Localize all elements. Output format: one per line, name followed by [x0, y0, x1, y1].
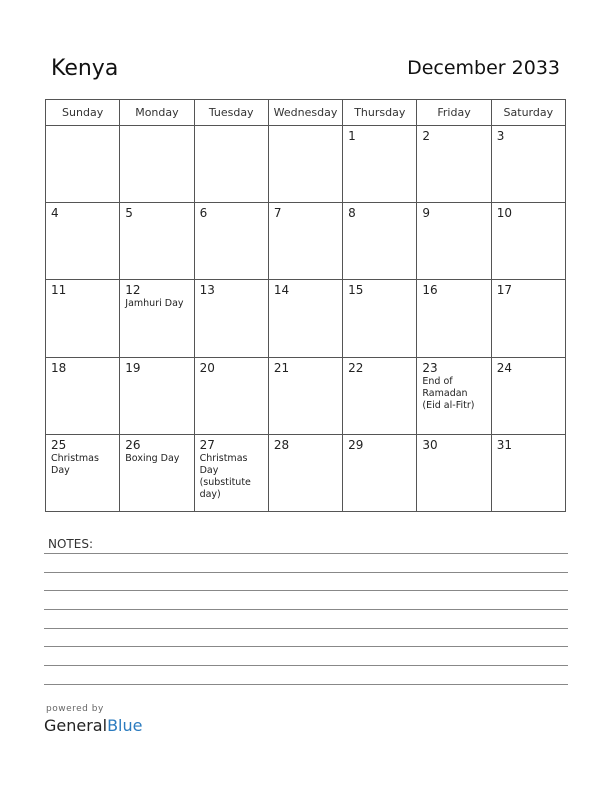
- calendar-grid: [45, 99, 566, 512]
- day-number: 14: [273, 283, 290, 298]
- day-number: 13: [199, 283, 215, 298]
- weekday-tuesday: Tuesday: [194, 100, 268, 126]
- holiday-label: Boxing Day: [125, 452, 180, 464]
- day-cell: [491, 357, 565, 434]
- day-cell: [417, 203, 491, 280]
- day-cell: [491, 434, 565, 511]
- day-number: 23: [422, 360, 438, 375]
- day-number: 21: [273, 360, 290, 375]
- day-cell: [46, 357, 120, 434]
- month-year-title: December 2033: [407, 57, 560, 79]
- day-cell: [491, 126, 565, 203]
- day-number: 30: [422, 437, 438, 452]
- day-cell: [268, 434, 342, 511]
- weekday-saturday: Saturday: [491, 100, 565, 126]
- notes-line: [44, 665, 568, 666]
- notes-label: NOTES:: [48, 537, 93, 551]
- generalblue-logo: [44, 716, 142, 735]
- day-number: 12: [125, 283, 141, 298]
- notes-line: [44, 684, 568, 685]
- week-row: [46, 203, 566, 280]
- day-cell: [120, 126, 194, 203]
- notes-line: [44, 609, 568, 610]
- day-cell: [120, 203, 194, 280]
- day-cell: [120, 357, 194, 434]
- day-cell: [491, 280, 565, 357]
- weekday-monday: Monday: [120, 100, 194, 126]
- day-cell: [194, 280, 268, 357]
- day-cell: [194, 126, 268, 203]
- day-cell: [46, 203, 120, 280]
- day-number: 6: [199, 206, 208, 221]
- day-cell: [343, 280, 417, 357]
- day-number: 28: [273, 437, 290, 452]
- weekday-header-row: [46, 100, 566, 126]
- day-cell: [268, 126, 342, 203]
- day-cell: [268, 280, 342, 357]
- day-number: 9: [422, 206, 431, 221]
- holiday-label: Jamhuri Day: [125, 298, 184, 310]
- day-cell: [268, 357, 342, 434]
- day-number: 26: [125, 437, 141, 452]
- day-cell: [194, 203, 268, 280]
- day-number: 4: [51, 206, 59, 221]
- day-cell: [491, 203, 565, 280]
- day-number: 3: [496, 129, 505, 143]
- week-row: [46, 126, 566, 203]
- day-number: 15: [348, 283, 364, 298]
- day-number: 19: [125, 360, 141, 375]
- day-cell: [417, 126, 491, 203]
- day-cell: [343, 203, 417, 280]
- day-number: 29: [348, 437, 364, 452]
- day-number: 31: [496, 437, 512, 452]
- day-cell: [268, 203, 342, 280]
- day-number: 8: [348, 206, 356, 221]
- day-number: 24: [496, 360, 512, 375]
- day-number: 1: [348, 129, 356, 143]
- day-number: 2: [422, 129, 431, 143]
- day-number: 17: [496, 283, 512, 298]
- country-title: Kenya: [51, 56, 119, 81]
- day-cell: [417, 357, 491, 434]
- day-cell: [194, 434, 268, 511]
- week-row: [46, 280, 566, 357]
- day-cell: [46, 280, 120, 357]
- weekday-sunday: Sunday: [46, 100, 120, 126]
- weekday-friday: Friday: [417, 100, 491, 126]
- notes-line: [44, 646, 568, 647]
- day-number: 25: [51, 437, 67, 452]
- logo-part-blue: Blue: [107, 716, 143, 735]
- notes-line: [44, 572, 568, 573]
- day-cell: [417, 434, 491, 511]
- day-number: 11: [51, 283, 67, 298]
- day-cell: [343, 434, 417, 511]
- day-number: 27: [199, 437, 215, 452]
- day-number: 20: [199, 360, 215, 375]
- weekday-wednesday: Wednesday: [268, 100, 342, 126]
- holiday-label: End of Ramadan (Eid al-Fitr): [422, 375, 475, 411]
- day-cell: [194, 357, 268, 434]
- day-cell: [120, 434, 194, 511]
- weekday-thursday: Thursday: [343, 100, 417, 126]
- day-cell: [343, 126, 417, 203]
- powered-by-text: powered by: [46, 704, 104, 714]
- day-number: 7: [273, 206, 282, 221]
- day-cell: [120, 280, 194, 357]
- notes-line: [44, 553, 568, 554]
- week-row: [46, 357, 566, 434]
- day-number: 18: [51, 360, 67, 375]
- day-cell: [417, 280, 491, 357]
- day-number: 5: [125, 206, 133, 221]
- day-number: 10: [496, 206, 512, 221]
- day-cell: [46, 126, 120, 203]
- day-cell: [46, 434, 120, 511]
- day-number: 22: [348, 360, 364, 375]
- holiday-label: Christmas Day (substitute day): [199, 452, 251, 500]
- notes-line: [44, 628, 568, 629]
- day-number: 16: [422, 283, 438, 298]
- week-row: [46, 434, 566, 511]
- logo-part-general: General: [44, 716, 108, 735]
- notes-line: [44, 590, 568, 591]
- day-cell: [343, 357, 417, 434]
- holiday-label: Christmas Day: [51, 452, 99, 476]
